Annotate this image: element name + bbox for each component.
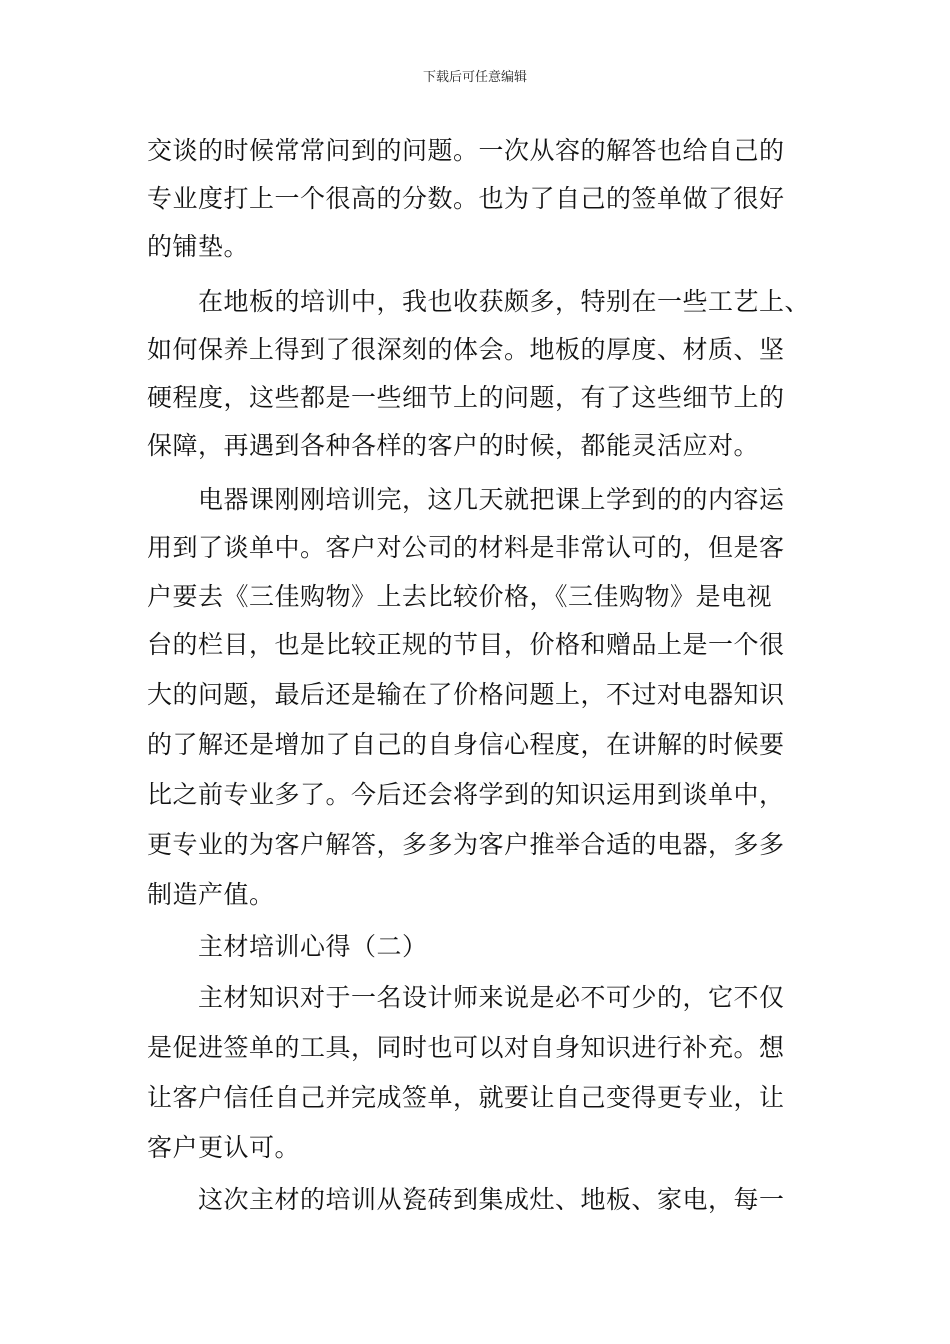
text-line: 制造产值。 <box>147 880 275 909</box>
text-line: 这次主材的培训从瓷砖到集成灶、地板、家电，每一 <box>147 1185 785 1214</box>
text-line: 比之前专业多了。今后还会将学到的知识运用到谈单中， <box>147 780 785 809</box>
text-line: 客户更认可。 <box>147 1133 301 1162</box>
text-line: 专业度打上一个很高的分数。也为了自己的签单做了很好 <box>147 184 785 213</box>
text-line: 交谈的时候常常问到的问题。一次从容的解答也给自己的 <box>147 136 785 165</box>
text-line: 电器课刚刚培训完，这几天就把课上学到的的内容运 <box>147 485 785 514</box>
section-heading: 主材培训心得（二） <box>147 932 428 961</box>
text-line: 户要去《三佳购物》上去比较价格，《三佳购物》是电视 <box>147 582 773 611</box>
text-line: 保障，再遇到各种各样的客户的时候，都能灵活应对。 <box>147 431 760 460</box>
text-line: 让客户信任自己并完成签单，就要让自己变得更专业，让 <box>147 1083 785 1112</box>
text-line: 台的栏目，也是比较正规的节目，价格和赠品上是一个很 <box>147 630 785 659</box>
text-line: 如何保养上得到了很深刻的体会。地板的厚度、材质、坚 <box>147 335 785 364</box>
text-line: 在地板的培训中，我也收获颇多，特别在一些工艺上、 <box>147 287 811 316</box>
text-line: 的铺垫。 <box>147 232 250 261</box>
text-line: 硬程度，这些都是一些细节上的问题，有了这些细节上的 <box>147 383 785 412</box>
text-line: 是促进签单的工具，同时也可以对自身知识进行补充。想 <box>147 1033 785 1062</box>
text-line: 大的问题，最后还是输在了价格问题上，不过对电器知识 <box>147 680 785 709</box>
text-line: 用到了谈单中。客户对公司的材料是非常认可的，但是客 <box>147 533 785 562</box>
text-line: 的了解还是增加了自己的自身信心程度，在讲解的时候要 <box>147 730 785 759</box>
page-header: 下载后可任意编辑 <box>422 70 527 85</box>
text-line: 主材知识对于一名设计师来说是必不可少的，它不仅 <box>147 983 785 1012</box>
text-line: 更专业的为客户解答，多多为客户推举合适的电器，多多 <box>147 830 785 859</box>
